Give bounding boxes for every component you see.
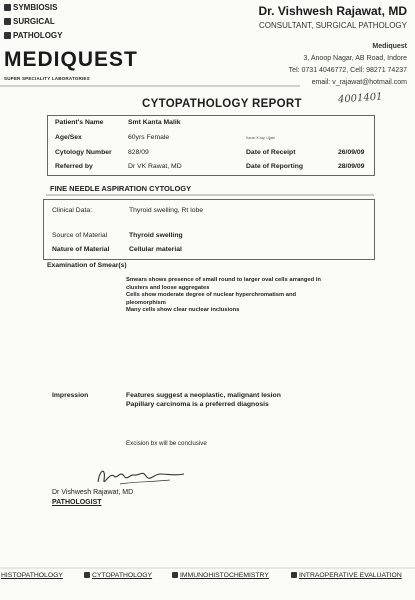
footer-label: CYTOPATHOLOGY (92, 572, 153, 579)
excision-note: Excision bx will be conclusive (126, 440, 207, 447)
brand-symbiosis (4, 3, 57, 12)
clinic-address (289, 41, 407, 89)
receipt-date-label: Date of Receipt (246, 149, 296, 156)
doctor-name: Dr. Vishwesh Rajawat, MD (258, 4, 407, 18)
mediquest-logo: MEDIQUEST (4, 48, 138, 71)
cytology-number-label: Cytology Number (55, 149, 112, 156)
finding-line: Smears shows presence of small round to larger oval cells arranged in (126, 277, 321, 283)
handwritten-number: 4001401 (337, 91, 383, 106)
section-title: FINE NEEDLE ASPIRATION CYTOLOGY (50, 184, 192, 193)
clinic-name: Mediquest (372, 43, 407, 50)
brand-surgical (4, 17, 55, 26)
referral-note: Karan X-ray, Ujjain (246, 136, 276, 140)
receipt-date: 26/09/09 (338, 149, 365, 156)
footer-label: INTRAOPERATIVE EVALUATION (299, 572, 402, 579)
footer-immunohistochemistry (172, 572, 269, 579)
footer-label: HISTOPATHOLOGY (1, 572, 63, 579)
patient-name: Smt Kanta Malik (128, 119, 181, 126)
clinic-email: email: v_rajawat@hotmail.com (311, 79, 407, 86)
header-divider (0, 85, 415, 89)
examination-label: Examination of Smear(s) (47, 262, 127, 269)
brand-line-2: SURGICAL (13, 17, 55, 26)
logo-tagline: SUPER SPECIALITY LABORATORIES (4, 76, 90, 81)
footer-label: IMMUNOHISTOCHEMISTRY (180, 572, 269, 579)
referred-by: Dr VK Rawat, MD (128, 163, 182, 170)
source-value: Thyroid swelling (129, 232, 183, 239)
patient-name-label: Patient's Name (55, 119, 104, 126)
immunohistochemistry-icon (172, 572, 178, 578)
footer-divider (0, 567, 415, 570)
clinic-street: 3, Anoop Nagar, AB Road, Indore (303, 55, 407, 62)
impression-label: Impression (52, 392, 89, 399)
nature-label: Nature of Material (52, 246, 110, 253)
footer-intraoperative (291, 572, 402, 579)
clinical-data: Thyroid swelling, Rt lobe (129, 207, 204, 214)
impression-text (126, 391, 281, 409)
brand-line-3: PATHOLOGY (13, 31, 63, 40)
section-divider (46, 194, 376, 197)
brand-line-1: SYMBIOSIS (13, 3, 58, 12)
signatory-name: Dr Vishwesh Rajawat, MD (52, 489, 134, 496)
findings-text (126, 277, 388, 315)
age-sex: 60yrs Female (128, 134, 170, 141)
finding-line: clusters and loose aggregates (126, 284, 210, 291)
footer-cytopathology (84, 572, 152, 579)
referred-by-label: Referred by (55, 163, 93, 170)
cytopathology-icon (84, 572, 90, 578)
clinic-phone: Tel: 0731 4046772, Cell: 98271 74237 (288, 67, 407, 74)
intraoperative-icon (291, 572, 297, 578)
brand-pathology (4, 31, 62, 40)
finding-line: Cells show moderate degree of nuclear hyperchromatism and (126, 292, 297, 298)
clinical-data-label: Clinical Data: (52, 207, 93, 214)
pathology-icon (4, 32, 11, 39)
reporting-date-label: Date of Reporting (246, 163, 304, 170)
signatory-role: PATHOLOGIST (52, 499, 102, 506)
cytology-number: 828/09 (128, 149, 149, 156)
impression-line-1: Features suggest a neoplastic, malignant lesion (126, 392, 281, 399)
finding-line: pleomorphism (126, 299, 166, 306)
symbiosis-icon (4, 4, 11, 11)
finding-line: Many cells show clear nuclear inclusions (126, 307, 240, 313)
age-sex-label: Age/Sex (55, 134, 82, 141)
source-label: Source of Material (52, 232, 108, 239)
nature-value: Cellular material (129, 246, 182, 253)
reporting-date: 28/09/09 (338, 163, 365, 170)
doctor-title: CONSULTANT, SURGICAL PATHOLOGY (258, 21, 407, 30)
surgical-icon (4, 18, 11, 25)
impression-line-2: Papillary carcinoma is a preferred diagnosis (126, 401, 269, 408)
report-title: CYTOPATHOLOGY REPORT (142, 98, 302, 110)
handwritten-signature (90, 462, 200, 492)
footer-histopathology (1, 572, 63, 579)
